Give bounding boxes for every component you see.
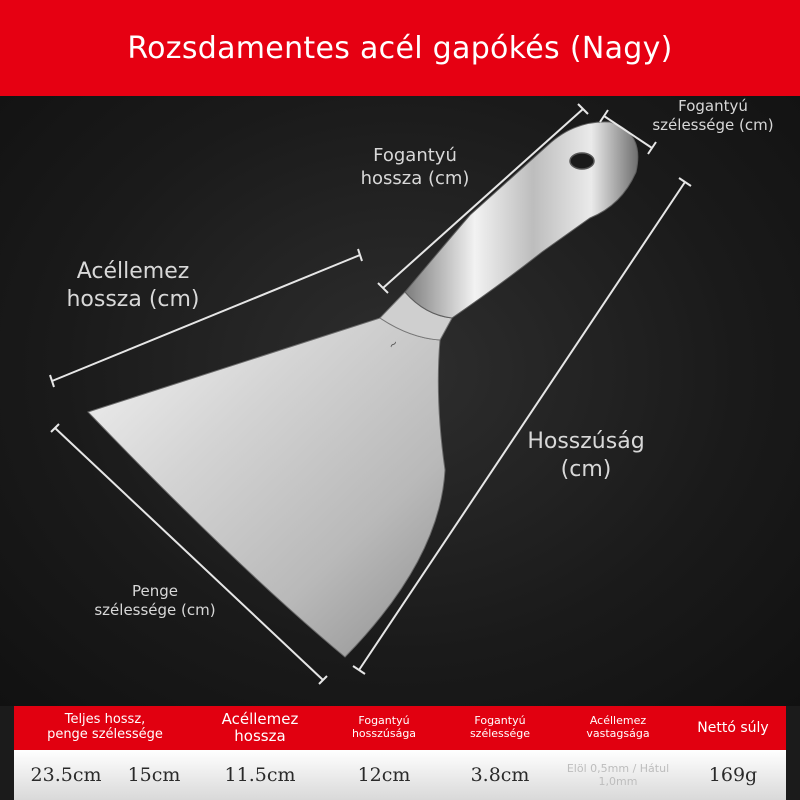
handle-length-label-line1: Fogantyú [373,145,457,166]
value-handle-length: 12cm [357,764,411,786]
header-text: hosszúsága [351,727,417,740]
spec-table-header [14,706,786,750]
header-text: Nettó súly [697,719,769,736]
header-text: Acéllemez [221,709,299,728]
header-handle-width [444,706,556,750]
blade-width-label-line2: szélessége (cm) [94,600,216,619]
header-text: szélessége [469,727,531,740]
blade-width-label [80,582,230,620]
handle-length-label [345,145,485,190]
header-text: vastagsága [586,727,650,740]
handle-width-label [646,97,780,135]
steel-length-label [48,258,218,313]
steel-length-label-line1: Acéllemez [76,259,190,284]
steel-length-label-line2: hossza (cm) [66,286,200,312]
header-steel-length [196,706,324,750]
hang-hole [570,153,594,169]
header-total-length [14,706,196,750]
header-text: hossza [234,727,286,745]
value-total-length: 23.5cm [30,764,102,786]
handle-length-label-line2: hossza (cm) [360,167,470,189]
header-text: Acéllemez [589,714,647,728]
spec-table [14,706,786,800]
blade-width-label-line1: Penge [132,582,178,600]
handle-width-label-line2: szélessége (cm) [652,115,774,134]
total-length-label-line2: (cm) [560,456,612,482]
total-length-label-line1: Hosszúság [527,429,645,454]
spec-table-values [14,750,786,800]
header-text: Teljes hossz, [64,712,146,728]
svg-text:~: ~ [385,336,401,353]
header-text: penge szélessége [47,727,163,742]
value-steel-length: 11.5cm [224,764,296,786]
header-text: Fogantyú [474,714,526,728]
header-steel-thickness [556,706,680,750]
value-steel-thickness: Elöl 0,5mm / Hátul 1,0mm [566,761,670,788]
header-net-weight [680,706,786,750]
header-text: Fogantyú [358,714,410,728]
value-blade-width: 15cm [127,764,181,786]
value-handle-width: 3.8cm [470,764,530,786]
header-handle-length [324,706,444,750]
value-net-weight: 169g [708,764,758,786]
total-length-label [518,428,654,483]
handle-width-label-line1: Fogantyú [678,97,748,115]
product-title: Rozsdamentes acél gapókés (Nagy) [127,30,673,66]
